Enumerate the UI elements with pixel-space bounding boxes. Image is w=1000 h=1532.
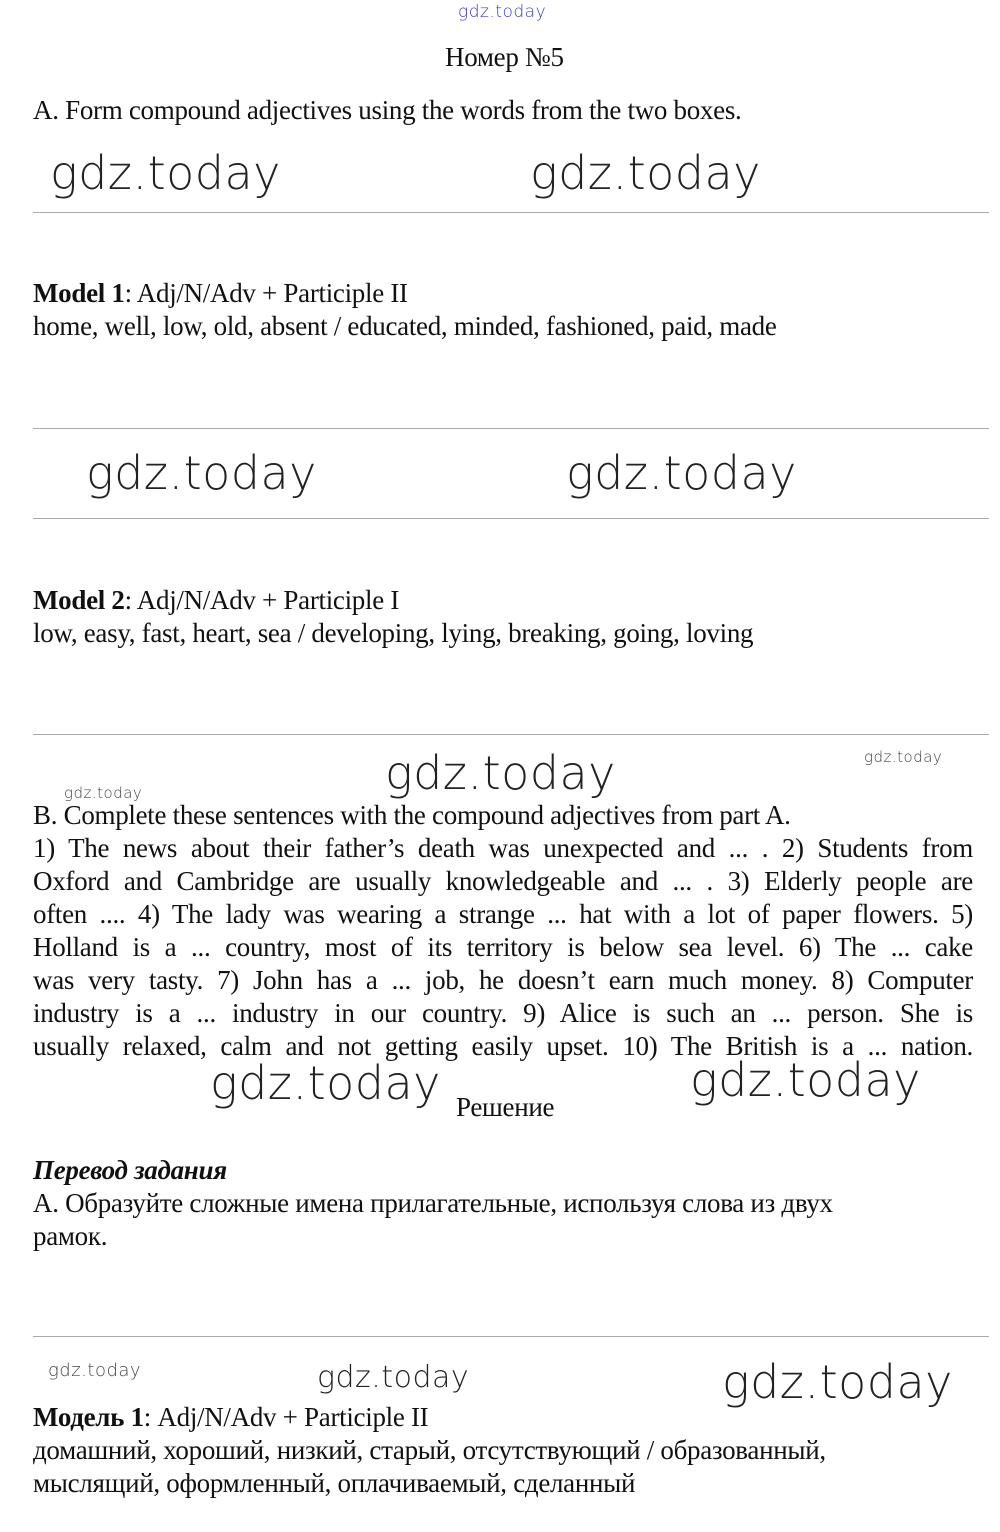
solution-heading: Решение [456, 1092, 555, 1122]
watermark: gdz.today [317, 1360, 470, 1395]
task-b-line: often .... 4) The lady was wearing a strange ... hat with a lot of paper flowers. 5) [33, 899, 973, 929]
task-b-line: Holland is a ... country, most of its territory is below sea level. 6) The ... cake [33, 932, 973, 962]
translation-task-a: А. Образуйте сложные имена прилагательные, используя слова из двух [33, 1188, 833, 1218]
divider [33, 428, 989, 429]
model-2-formula: : Adj/N/Adv + Participle I [124, 585, 400, 615]
watermark: gdz.today [86, 446, 317, 500]
watermark: gdz.today [566, 446, 797, 500]
divider [33, 734, 989, 735]
watermark: gdz.today [50, 146, 281, 200]
translation-model-1-label: Модель 1 [33, 1402, 144, 1432]
task-b-line: usually relaxed, calm and not getting easily upset. 10) The British is a ... nation. [33, 1031, 973, 1061]
watermark: gdz.today [210, 1056, 441, 1110]
model-2-words: low, easy, fast, heart, sea / developing, lying, breaking, going, loving [33, 618, 754, 648]
watermark: gdz.today [690, 1053, 921, 1107]
translation-model-1-words: домашний, хороший, низкий, старый, отсутствующий / образованный, [33, 1435, 826, 1465]
translation-task-a: рамок. [33, 1221, 108, 1251]
translation-heading: Перевод задания [33, 1155, 227, 1185]
model-2-heading [33, 584, 399, 616]
task-b-line: 1) The news about their father’s death was unexpected and ... . 2) Students from [33, 833, 973, 863]
page-title: Номер №5 [445, 42, 564, 72]
model-2-label: Model 2 [33, 585, 125, 615]
translation-model-1-formula: : Adj/N/Adv + Participle II [143, 1402, 429, 1432]
divider [33, 1336, 989, 1337]
translation-model-1-words: мыслящий, оформленный, оплачиваемый, сделанный [33, 1468, 636, 1498]
task-a-instruction: A. Form compound adjectives using the words from the two boxes. [33, 95, 742, 125]
watermark: gdz.today [722, 1355, 953, 1409]
model-1-formula: : Adj/N/Adv + Participle II [124, 278, 408, 308]
task-b-line: Oxford and Cambridge are usually knowledgeable and ... . 3) Elderly people are [33, 866, 973, 896]
task-b-heading: B. Complete these sentences with the compound adjectives from part A. [33, 800, 791, 830]
watermark-small: gdz.today [64, 784, 143, 802]
watermark-small: gdz.today [48, 1360, 142, 1381]
divider [33, 212, 989, 213]
model-1-label: Model 1 [33, 278, 125, 308]
model-1-words: home, well, low, old, absent / educated, minded, fashioned, paid, made [33, 311, 777, 341]
model-1-heading [33, 277, 408, 309]
watermark-small: gdz.today [864, 748, 943, 766]
watermark: gdz.today [530, 146, 761, 200]
watermark: gdz.today [385, 746, 616, 800]
task-b-line: was very tasty. 7) John has a ... job, he doesn’t earn much money. 8) Computer [33, 965, 973, 995]
task-b-line: industry is a ... industry in our country. 9) Alice is such an ... person. She is [33, 998, 973, 1028]
translation-model-1-heading [33, 1401, 428, 1433]
divider [33, 518, 989, 519]
watermark-top: gdz.today [458, 2, 547, 22]
